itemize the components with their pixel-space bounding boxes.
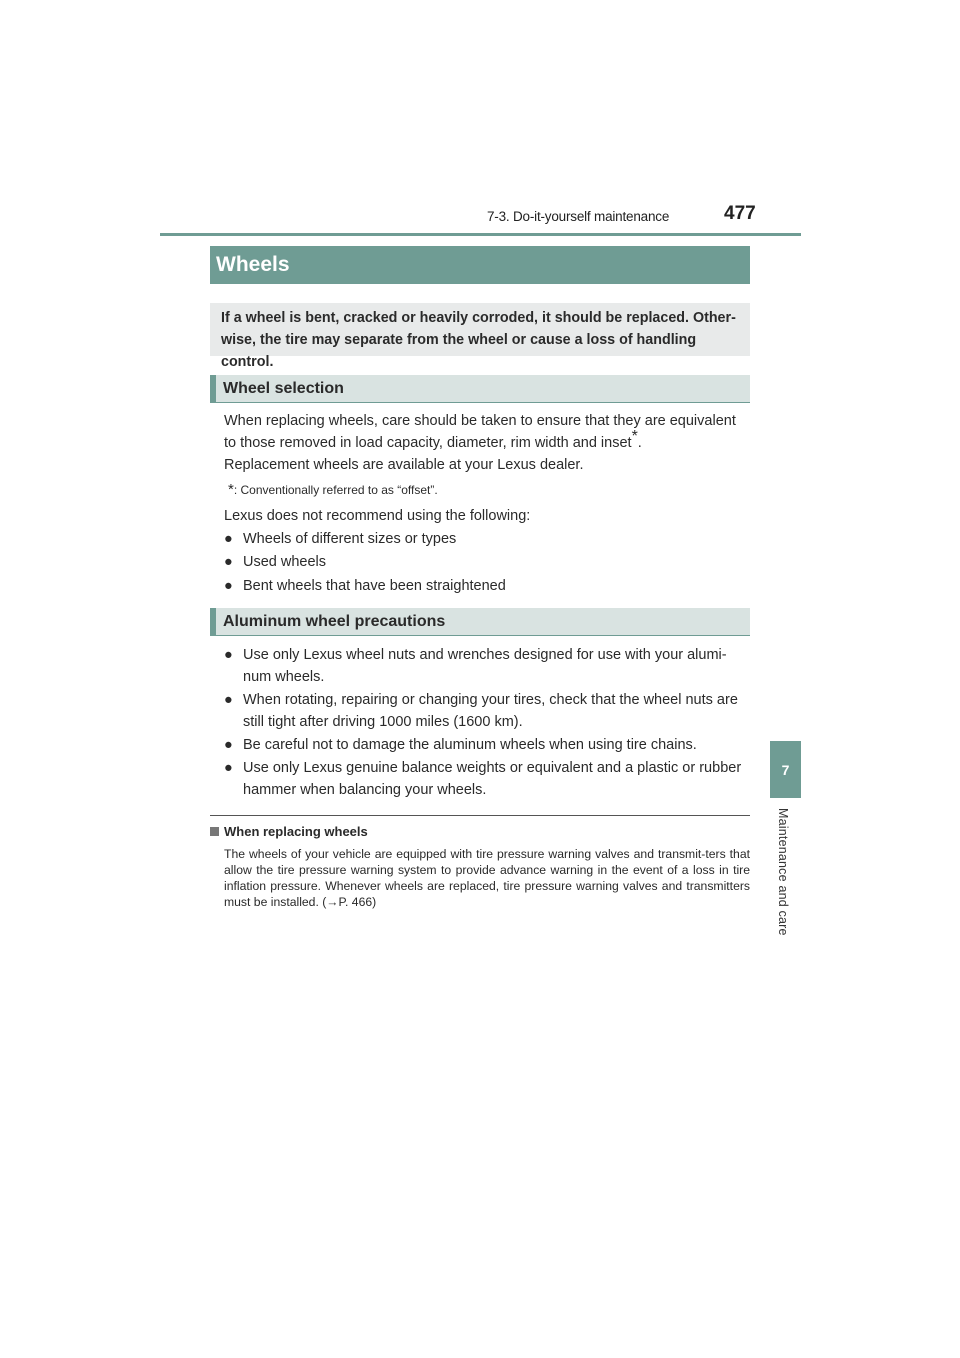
footnote-marker: * bbox=[228, 481, 234, 498]
list-item bbox=[224, 757, 750, 801]
intro-box bbox=[210, 303, 750, 370]
footnote bbox=[228, 480, 438, 500]
note-heading bbox=[210, 824, 368, 839]
list-item-line: num wheels. bbox=[243, 669, 325, 685]
paragraph-line: Replacement wheels are available at your Lexus dealer. bbox=[224, 457, 584, 473]
footnote-marker: * bbox=[631, 428, 638, 446]
list-item bbox=[224, 575, 750, 597]
list-item-text: Used wheels bbox=[243, 554, 327, 570]
list-item bbox=[224, 689, 750, 733]
list-item-text: Bent wheels that have been straightened bbox=[243, 578, 506, 594]
note-heading-text: When replacing wheels bbox=[224, 824, 368, 839]
bullet-icon: ● bbox=[224, 737, 233, 753]
paragraph-text: . bbox=[637, 435, 642, 451]
wheel-selection-heading: Wheel selection bbox=[210, 375, 750, 403]
intro-line: wise, the tire may separate from the wheel or cause a loss of handling control. bbox=[221, 332, 697, 370]
list-item-line: Use only Lexus wheel nuts and wrenches designed for use with your alumi- bbox=[243, 647, 727, 663]
footnote-text: : Conventionally referred to as “offset”. bbox=[233, 483, 438, 497]
square-bullet-icon bbox=[210, 827, 219, 836]
list-item bbox=[224, 528, 750, 550]
section-divider bbox=[210, 815, 750, 816]
not-recommended-text: Lexus does not recommend using the following: bbox=[224, 508, 531, 524]
list-item bbox=[224, 734, 750, 756]
header-section-title: 7-3. Do-it-yourself maintenance bbox=[487, 209, 670, 224]
chapter-tab[interactable]: 7 bbox=[770, 741, 801, 798]
list-item-text bbox=[224, 757, 750, 801]
list-item-text: Wheels of different sizes or types bbox=[243, 531, 457, 547]
bullet-icon: ● bbox=[224, 692, 233, 708]
paragraph-line: When replacing wheels, care should be taken to ensure that they are equivalent bbox=[224, 413, 736, 429]
list-item-text bbox=[224, 734, 750, 756]
list-item-line: Be careful not to damage the aluminum wheels when using tire chains. bbox=[243, 737, 697, 753]
bullet-icon: ● bbox=[224, 554, 233, 570]
bullet-icon: ● bbox=[224, 531, 233, 547]
chapter-label: Maintenance and care bbox=[776, 808, 790, 936]
bullet-icon: ● bbox=[224, 760, 233, 776]
header-rule bbox=[160, 233, 801, 236]
list-item bbox=[224, 551, 750, 573]
list-item-line: When rotating, repairing or changing your tires, check that the wheel nuts are bbox=[243, 692, 738, 708]
page-title: Wheels bbox=[210, 246, 750, 284]
list-item-line: still tight after driving 1000 miles (1600 km). bbox=[243, 714, 523, 730]
wheel-selection-paragraph bbox=[224, 410, 750, 476]
aluminum-heading: Aluminum wheel precautions bbox=[210, 608, 750, 636]
list-item bbox=[224, 644, 750, 688]
page-number: 477 bbox=[724, 203, 756, 224]
list-item-line: hammer when balancing your wheels. bbox=[243, 782, 487, 798]
list-item-text bbox=[224, 644, 750, 688]
bullet-icon: ● bbox=[224, 647, 233, 663]
bullet-icon: ● bbox=[224, 578, 233, 594]
list-item-line: Use only Lexus genuine balance weights or equivalent and a plastic or rubber bbox=[243, 760, 742, 776]
paragraph-text: to those removed in load capacity, diameter, rim width and inset bbox=[224, 435, 632, 451]
list-item-text bbox=[224, 689, 750, 733]
intro-line: If a wheel is bent, cracked or heavily corroded, it should be replaced. Other- bbox=[221, 310, 736, 326]
paragraph-line bbox=[224, 428, 750, 454]
note-body: The wheels of your vehicle are equipped with tire pressure warning valves and transmit-ters that allow the tire pressure warning system to provide advance warning in the event of a loss in tire inflation pressure. Whenever wheels are replaced, tire pressure warning valves and transmitters must be installed. (→P. 466) bbox=[224, 847, 750, 909]
